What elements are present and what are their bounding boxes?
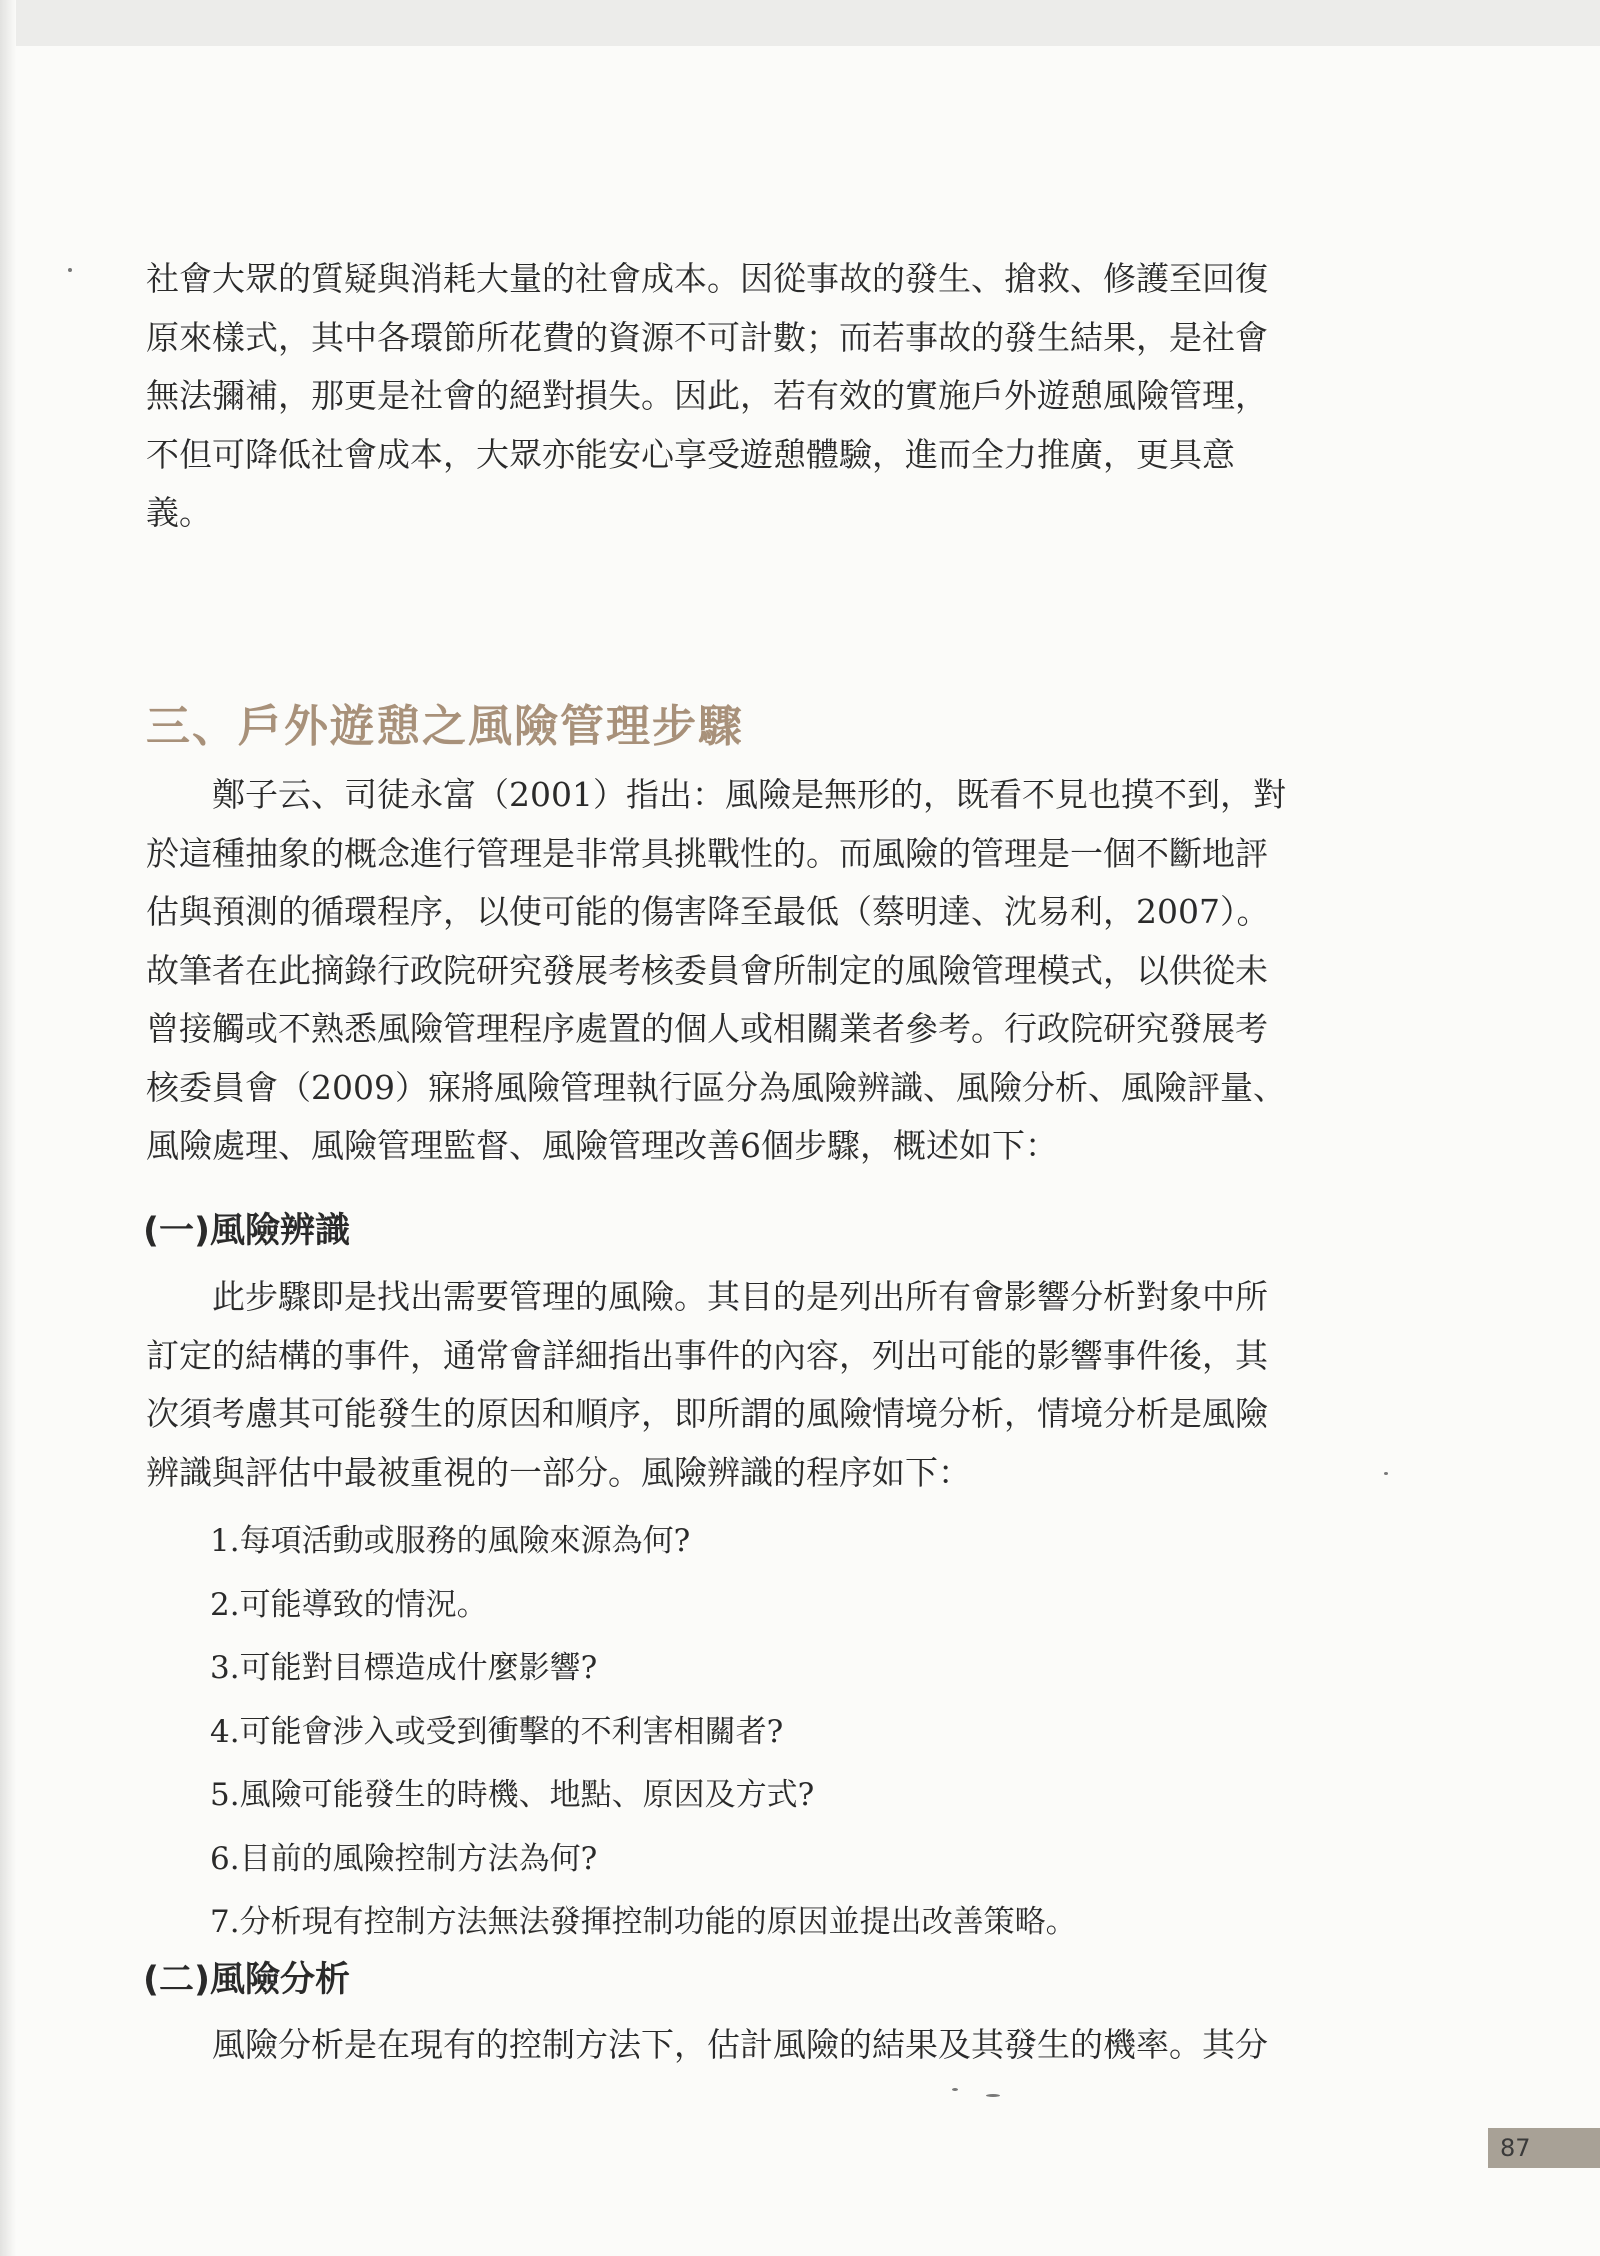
intro-line: 義。	[146, 493, 212, 532]
list-item: 7.分析現有控制方法無法發揮控制功能的原因並提出改善策略。	[210, 1904, 1077, 1940]
section-line: 曾接觸或不熟悉風險管理程序處置的個人或相關業者參考。行政院研究發展考	[146, 1009, 1268, 1048]
list-item: 3.可能對目標造成什麼影響?	[210, 1650, 598, 1686]
scan-speck	[986, 2094, 1000, 2097]
intro-line: 不但可降低社會成本，大眾亦能安心享受遊憩體驗，進而全力推廣，更具意	[146, 434, 1235, 474]
risk-identification-paragraph	[146, 1268, 1336, 1502]
subsection-title-risk-identification: (一)風險辨識	[143, 1211, 350, 1251]
page-number: 87	[1488, 2128, 1600, 2168]
subsection-title-risk-analysis: (二)風險分析	[143, 1960, 350, 2000]
risk-identification-steps	[210, 1510, 1077, 1955]
list-item: 1.每項活動或服務的風險來源為何?	[210, 1523, 691, 1559]
risk-analysis-paragraph	[146, 2016, 1336, 2075]
scan-speck	[952, 2088, 958, 2091]
section-line: 風險處理、風險管理監督、風險管理改善6個步驟，概述如下：	[146, 1126, 1058, 1165]
intro-line: 原來樣式，其中各環節所花費的資源不可計數；而若事故的發生結果，是社會	[146, 317, 1268, 357]
list-item: 2.可能導致的情況。	[210, 1586, 488, 1623]
section-line: 估與預測的循環程序，以使可能的傷害降至最低（蔡明達、沈易利，2007）。	[146, 892, 1270, 931]
list-item: 5.風險可能發生的時機、地點、原因及方式?	[210, 1777, 815, 1813]
section-line: 於這種抽象的概念進行管理是非常具挑戰性的。而風險的管理是一個不斷地評	[146, 833, 1268, 873]
section-line: 核委員會（2009）寐將風險管理執行區分為風險辨識、風險分析、風險評量、	[146, 1067, 1286, 1107]
list-item: 4.可能會涉入或受到衝擊的不利害相關者?	[210, 1713, 784, 1750]
section-line: 故筆者在此摘錄行政院研究發展考核委員會所制定的風險管理模式，以供從未	[146, 950, 1268, 990]
scan-top-edge	[0, 0, 1600, 46]
scan-left-edge	[0, 0, 16, 2256]
list-item: 6.目前的風險控制方法為何?	[210, 1840, 598, 1877]
scan-speck	[1384, 1472, 1388, 1475]
intro-paragraph	[146, 250, 1336, 543]
paragraph-line: 次須考慮其可能發生的原因和順序，即所謂的風險情境分析，情境分析是風險	[146, 1394, 1268, 1433]
section-line: 鄭子云、司徒永富（2001）指出：風險是無形的，既看不見也摸不到，對	[212, 775, 1286, 814]
paragraph-line: 訂定的結構的事件，通常會詳細指出事件的內容，列出可能的影響事件後，其	[146, 1335, 1268, 1375]
intro-line: 社會大眾的質疑與消耗大量的社會成本。因從事故的發生、搶救、修護至回復	[146, 259, 1268, 298]
intro-line: 無法彌補，那更是社會的絕對損失。因此，若有效的實施戶外遊憩風險管理，	[146, 376, 1268, 415]
section-title: 三、戶外遊憩之風險管理步驟	[146, 701, 744, 752]
scan-speck	[68, 268, 72, 272]
paragraph-line: 此步驟即是找出需要管理的風險。其目的是列出所有會影響分析對象中所	[212, 1277, 1268, 1316]
section-paragraph	[146, 766, 1336, 1176]
paragraph-line: 風險分析是在現有的控制方法下，估計風險的結果及其發生的機率。其分	[212, 2025, 1268, 2064]
paragraph-line: 辨識與評估中最被重視的一部分。風險辨識的程序如下：	[146, 1452, 971, 1492]
